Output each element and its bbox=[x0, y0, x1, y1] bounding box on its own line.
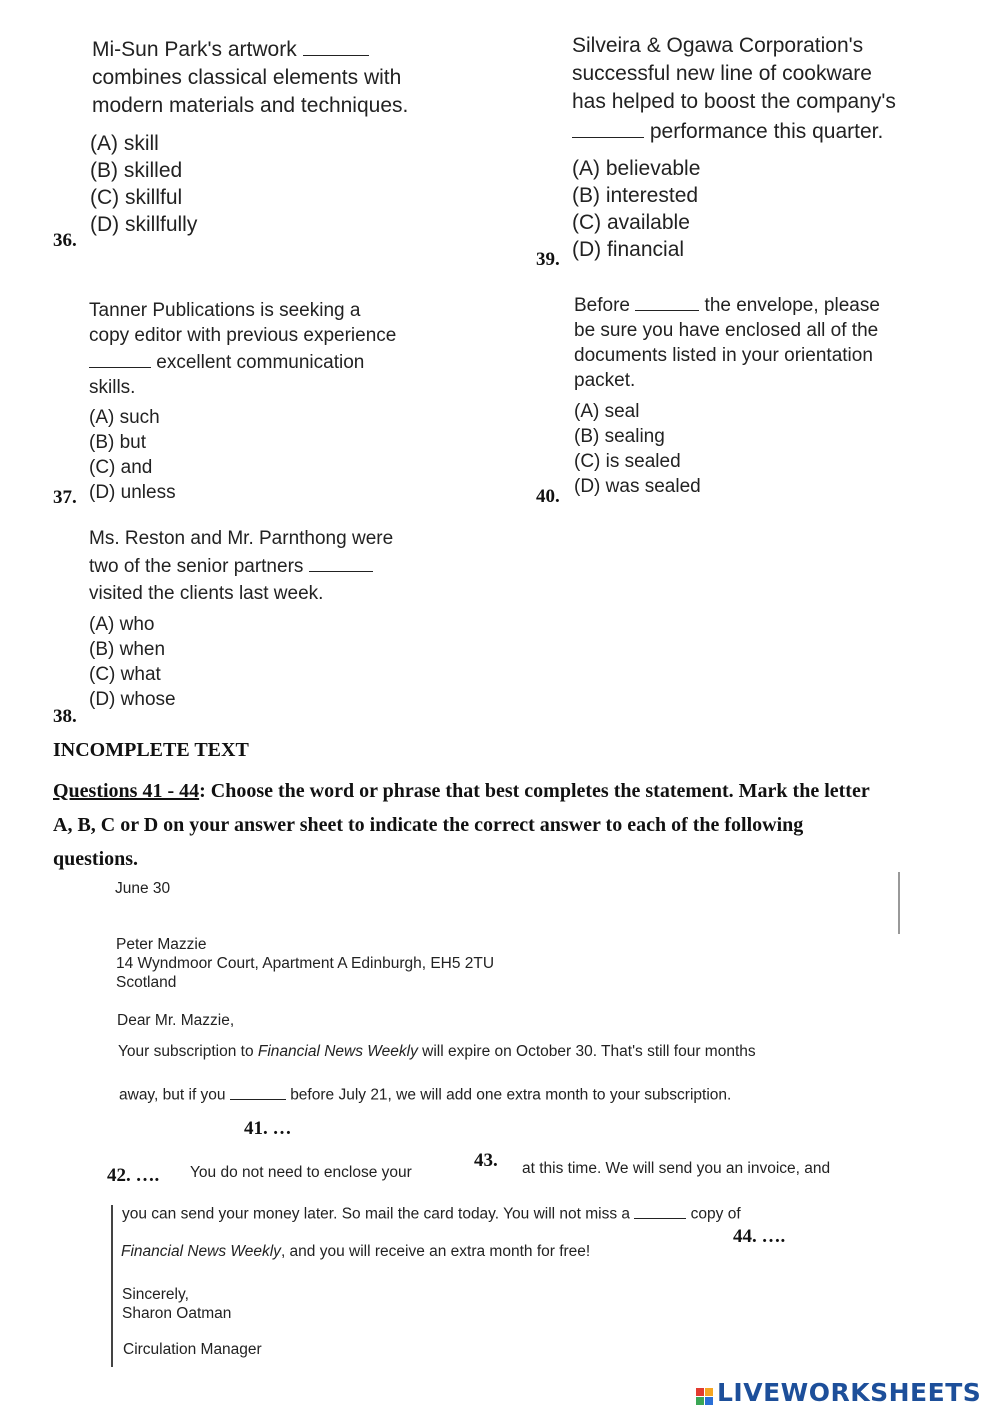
question-number-39: 39. bbox=[536, 249, 560, 270]
instruction-text: : Choose the word or phrase that best completes the statement. Mark the letter bbox=[199, 780, 870, 802]
question-38-options bbox=[89, 612, 176, 712]
option-d: (D) whose bbox=[89, 689, 176, 710]
option-b: (B) sealing bbox=[574, 426, 665, 447]
answer-blank bbox=[303, 34, 369, 56]
question-39-options bbox=[572, 155, 700, 263]
logo-square bbox=[705, 1388, 713, 1396]
option-b: (B) when bbox=[89, 639, 166, 660]
stem-line: modern materials and techniques. bbox=[92, 94, 409, 117]
stem-line: successful new line of cookware bbox=[572, 62, 872, 85]
stem-line: be sure you have enclosed all of the bbox=[574, 320, 879, 341]
letter-date: June 30 bbox=[115, 880, 171, 897]
stem-line: packet. bbox=[574, 370, 636, 391]
stem-line: two of the senior partners bbox=[89, 556, 304, 577]
option-d: (D) financial bbox=[572, 238, 685, 261]
option-b: (B) interested bbox=[572, 184, 699, 207]
question-38-stem bbox=[89, 525, 393, 607]
question-39-stem bbox=[572, 32, 896, 146]
letter-text: you can send your money later. So mail the card today. You will not miss a bbox=[122, 1205, 631, 1223]
letter-paragraph-line bbox=[522, 1159, 830, 1179]
option-a: (A) such bbox=[89, 407, 160, 428]
question-marker-43: 43. bbox=[474, 1150, 498, 1171]
option-c: (C) skillful bbox=[90, 186, 183, 209]
question-40-options bbox=[574, 399, 701, 499]
option-c: (C) and bbox=[89, 457, 153, 478]
stem-line: documents listed in your orientation bbox=[574, 345, 873, 366]
instruction-text: questions. bbox=[53, 848, 139, 870]
letter-paragraph-line bbox=[118, 1042, 756, 1062]
signer-title: Circulation Manager bbox=[123, 1341, 262, 1358]
stem-line: excellent communication bbox=[156, 352, 365, 373]
letter-paragraph-line bbox=[119, 1083, 731, 1106]
stem-line: Before bbox=[574, 295, 630, 316]
letter-closing: Sincerely, bbox=[122, 1286, 189, 1303]
brand-name: LIVEWORKSHEETS bbox=[717, 1378, 982, 1407]
letter-greeting: Dear Mr. Mazzie, bbox=[117, 1012, 235, 1029]
option-b: (B) skilled bbox=[90, 159, 183, 182]
option-d: (D) skillfully bbox=[90, 213, 198, 236]
answer-blank bbox=[572, 116, 644, 138]
question-37-stem bbox=[89, 298, 396, 400]
question-number-38: 38. bbox=[53, 706, 77, 727]
stem-line: performance this quarter. bbox=[649, 120, 884, 143]
option-b: (B) but bbox=[89, 432, 147, 453]
question-marker-42: 42. …. bbox=[107, 1165, 160, 1186]
letter-text: away, but if you bbox=[119, 1086, 226, 1104]
letter-address-block bbox=[116, 935, 494, 992]
stem-line: Ms. Reston and Mr. Parnthong were bbox=[89, 528, 394, 549]
stem-line: the envelope, please bbox=[704, 295, 880, 316]
logo-square bbox=[696, 1388, 704, 1396]
letter-text: You do not need to enclose your bbox=[190, 1164, 412, 1181]
letter-paragraph-line bbox=[121, 1242, 590, 1262]
recipient-address: 14 Wyndmoor Court, Apartment A Edinburgh, EH5 2TU bbox=[116, 955, 495, 972]
liveworksheets-logo-icon bbox=[696, 1388, 713, 1405]
stem-line: Mi-Sun Park's artwork bbox=[92, 38, 297, 61]
question-marker-44: 44. …. bbox=[733, 1226, 786, 1247]
liveworksheets-logo bbox=[696, 1378, 981, 1407]
stem-line: combines classical elements with bbox=[92, 66, 402, 89]
scan-edge-line bbox=[898, 872, 900, 934]
option-a: (A) skill bbox=[90, 132, 159, 155]
stem-line: has helped to boost the company's bbox=[572, 90, 896, 113]
logo-square bbox=[696, 1397, 704, 1405]
publication-name: Financial News Weekly bbox=[257, 1043, 418, 1060]
letter-text: at this time. We will send you an invoice, and bbox=[522, 1160, 831, 1177]
question-36-stem bbox=[92, 34, 408, 120]
logo-square bbox=[705, 1397, 713, 1405]
answer-blank bbox=[309, 552, 373, 572]
letter-margin-line bbox=[111, 1205, 113, 1367]
option-d: (D) unless bbox=[89, 482, 176, 503]
letter-text: copy of bbox=[690, 1205, 741, 1223]
question-37-options bbox=[89, 405, 176, 505]
answer-blank-41 bbox=[230, 1083, 286, 1100]
question-number-37: 37. bbox=[53, 487, 77, 508]
recipient-name: Peter Mazzie bbox=[116, 936, 207, 953]
option-a: (A) believable bbox=[572, 157, 701, 180]
letter-signature-block bbox=[122, 1285, 231, 1323]
option-c: (C) available bbox=[572, 211, 690, 234]
letter-text: before July 21, we will add one extra month to your subscription. bbox=[290, 1086, 732, 1104]
letter-text: Your subscription to bbox=[118, 1043, 254, 1060]
question-number-36: 36. bbox=[53, 230, 77, 251]
letter-paragraph-line bbox=[122, 1202, 741, 1225]
publication-name: Financial News Weekly bbox=[121, 1243, 281, 1260]
stem-line: copy editor with previous experience bbox=[89, 325, 397, 346]
stem-line: visited the clients last week. bbox=[89, 583, 324, 604]
instruction-label: Questions 41 - 44 bbox=[53, 780, 200, 802]
instruction-text: A, B, C or D on your answer sheet to indicate the correct answer to each of the following bbox=[53, 814, 804, 836]
section-instructions bbox=[53, 774, 973, 876]
stem-line: Tanner Publications is seeking a bbox=[89, 300, 361, 321]
letter-paragraph-line bbox=[190, 1163, 412, 1183]
letter-text: will expire on October 30. That's still four months bbox=[422, 1043, 756, 1060]
option-d: (D) was sealed bbox=[574, 476, 701, 497]
letter-text: , and you will receive an extra month for free! bbox=[280, 1243, 591, 1260]
question-40-stem bbox=[574, 291, 880, 393]
option-a: (A) seal bbox=[574, 401, 640, 422]
stem-line: skills. bbox=[89, 377, 136, 398]
question-number-40: 40. bbox=[536, 486, 560, 507]
section-heading: INCOMPLETE TEXT bbox=[53, 739, 249, 761]
answer-blank-44 bbox=[634, 1202, 686, 1219]
option-c: (C) is sealed bbox=[574, 451, 681, 472]
option-a: (A) who bbox=[89, 614, 155, 635]
answer-blank bbox=[635, 291, 699, 311]
question-marker-41: 41. … bbox=[244, 1118, 292, 1139]
option-c: (C) what bbox=[89, 664, 161, 685]
stem-line: Silveira & Ogawa Corporation's bbox=[572, 34, 864, 57]
question-36-options bbox=[90, 130, 197, 238]
recipient-country: Scotland bbox=[116, 974, 177, 991]
signer-name: Sharon Oatman bbox=[122, 1305, 232, 1322]
answer-blank bbox=[89, 348, 151, 368]
